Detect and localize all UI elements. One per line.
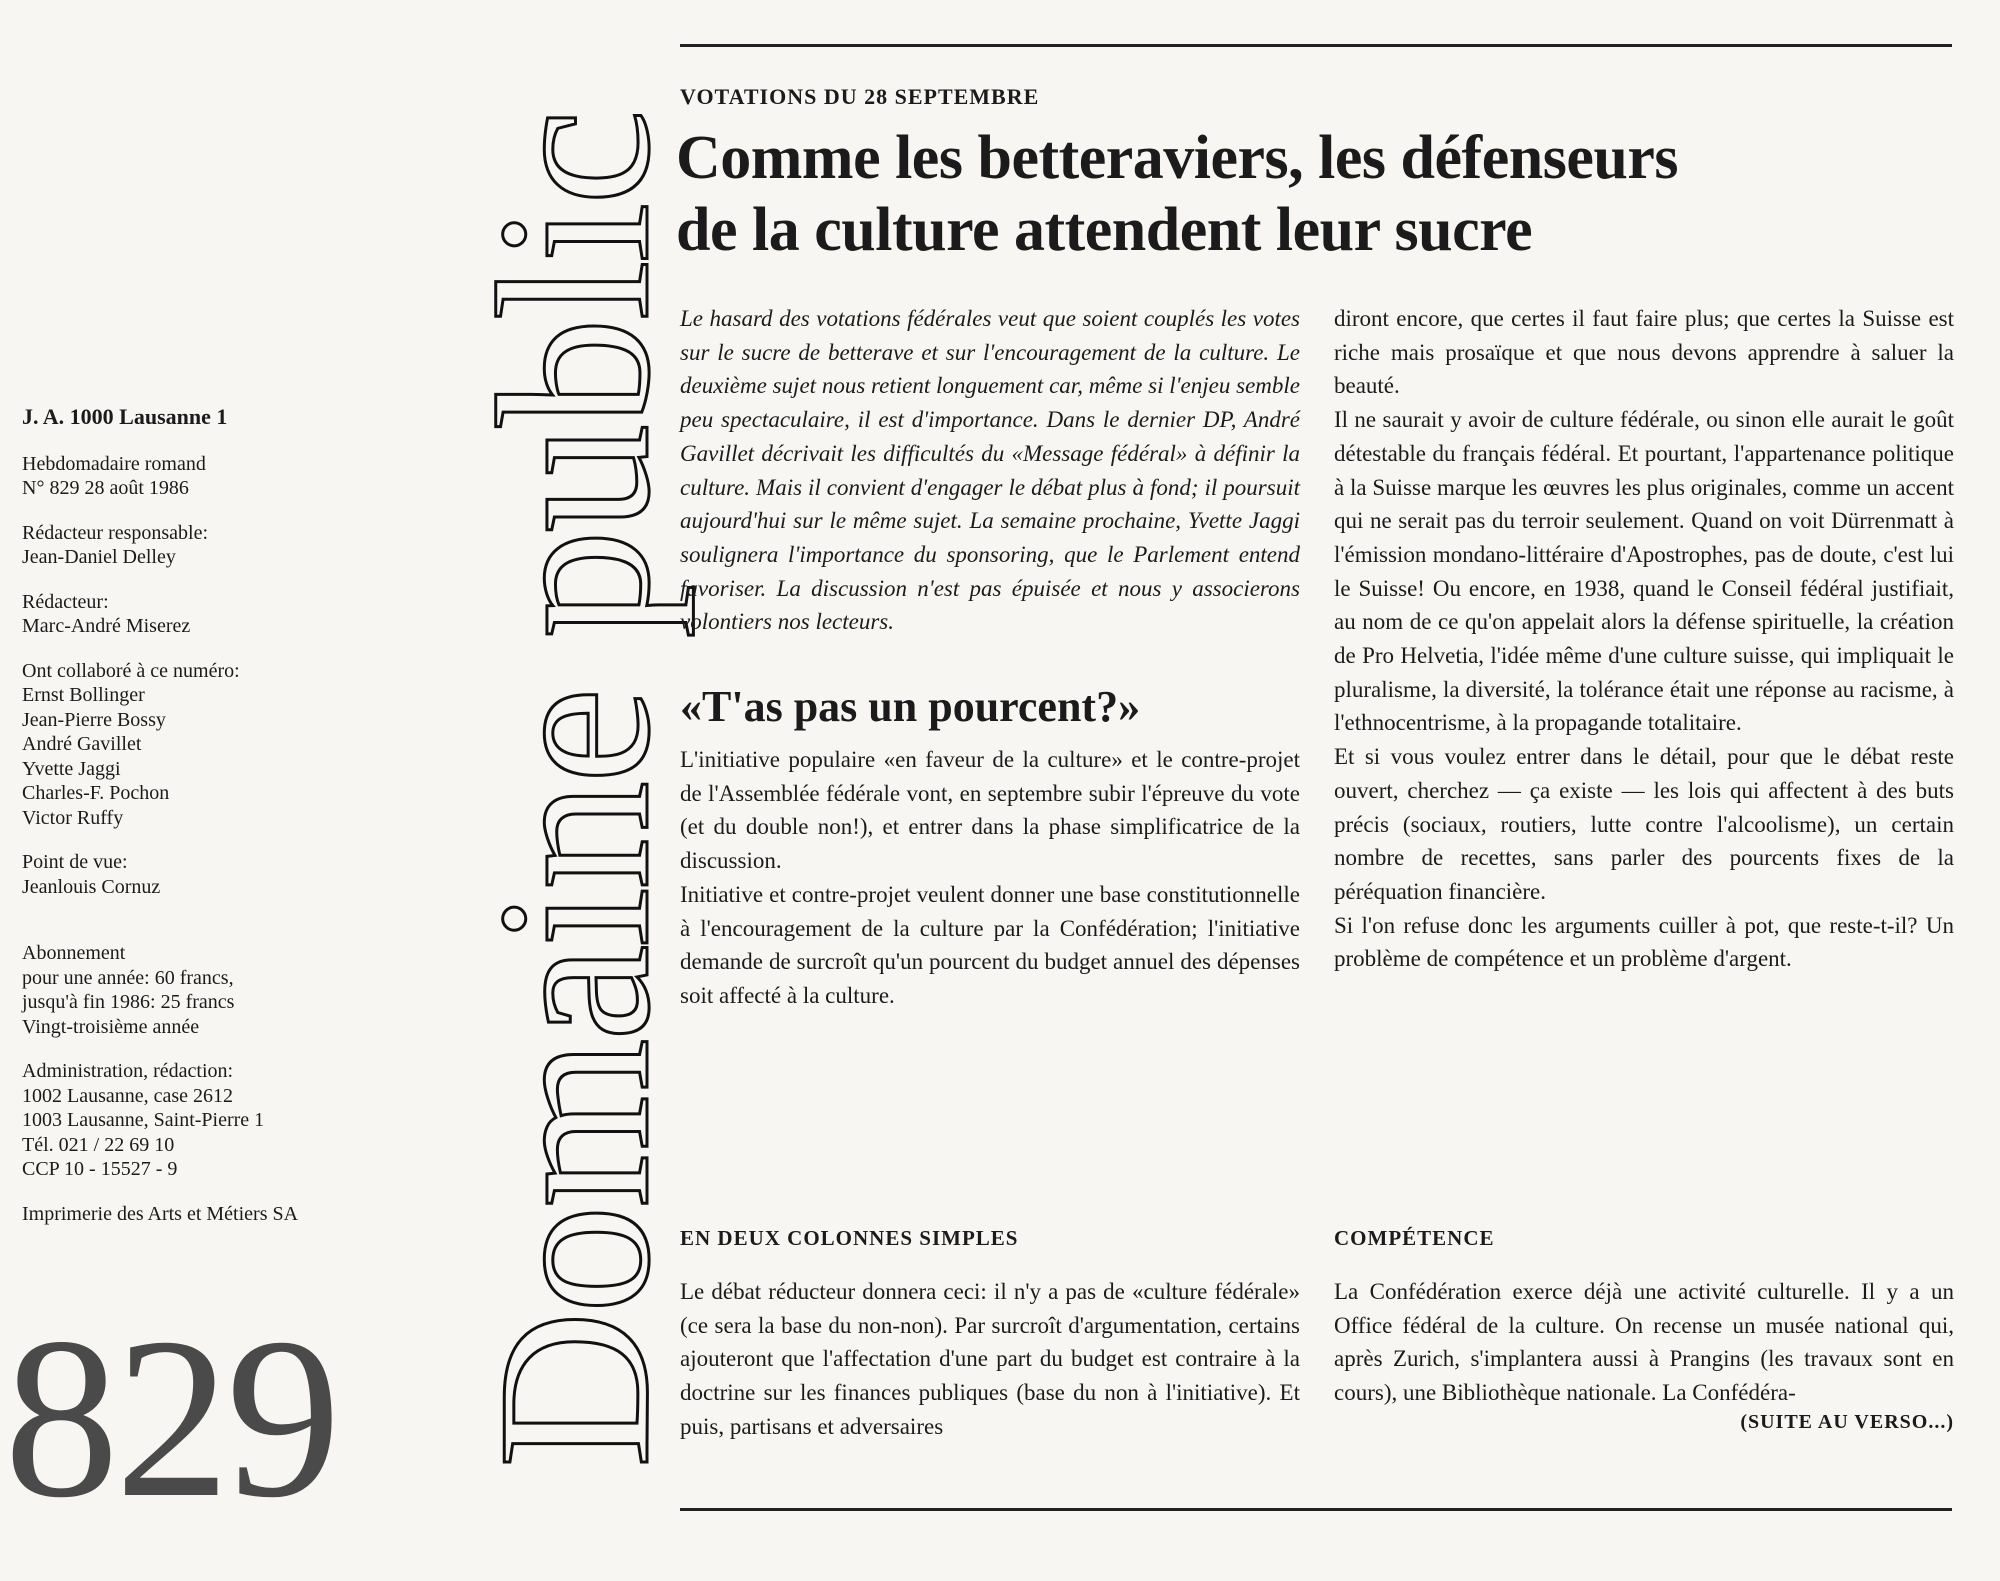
article-column-1 [680,302,1300,1439]
top-rule [680,44,1952,47]
viewpoint-label: Point de vue: [22,851,128,873]
publication-info [22,452,382,501]
subscription-line: jusqu'à fin 1986: 25 francs [22,991,235,1013]
subscription-info [22,941,382,1039]
article-paragraph: diront encore, que certes il faut faire plus; que certes la Suisse est riche mais prosaïque et que nous devons apprendre à saluer la beauté. [1334,306,1954,399]
contributors-label: Ont collaboré à ce numéro: [22,659,240,682]
section-title-deux-colonnes: EN DEUX COLONNES SIMPLES [680,1226,1019,1250]
article-column-2 [1334,302,1954,1433]
contributor: Yvette Jaggi [22,757,121,780]
printer-name: Imprimerie des Arts et Métiers SA [22,1202,299,1225]
article-headline [676,122,1956,266]
admin-line: 1003 Lausanne, Saint-Pierre 1 [22,1109,265,1131]
headline-line-2: de la culture attendent leur sucre [676,196,1533,264]
administration-info [22,1059,382,1182]
redactor-info [22,590,382,639]
article-paragraph: L'initiative populaire «en faveur de la culture» et le contre-projet de l'Assemblée fédérale vont, en septembre subir l'épreuve du vote (et du double non!), et entrer dans la phase simplificatrice de la discussion. [680,747,1300,874]
article-paragraph: Et si vous voulez entrer dans le détail, pour que le débat reste ouvert, cherchez — ça existe — les lois qui affectent à des buts précis (sociaux, routiers, lutte contre l'alcoolisme), un certain nombre de recettes, sans parler des pourcents fixes de la péréquation financière. [1334,744,1954,904]
publication-type: Hebdomadaire romand [22,452,206,475]
article-kicker: VOTATIONS DU 28 SEPTEMBRE [680,84,1040,109]
admin-line: Tél. 021 / 22 69 10 [22,1133,175,1156]
contributor: Victor Ruffy [22,806,124,829]
contributors-info [22,659,382,831]
viewpoint-info [22,850,382,899]
contributor: Charles-F. Pochon [22,782,170,804]
editor-name: Jean-Daniel Delley [22,546,176,568]
admin-line: 1002 Lausanne, case 2612 [22,1084,234,1107]
issue-date: N° 829 28 août 1986 [22,477,189,499]
viewpoint-name: Jeanlouis Cornuz [22,875,161,898]
admin-line: Administration, rédaction: [22,1060,234,1082]
printer-info [22,1202,382,1227]
subscription-line: Vingt-troisième année [22,1015,200,1038]
article-paragraph: Si l'on refuse donc les arguments cuiller à pot, que reste-t-il? Un problème de compétence et un problème d'argent. [1334,912,1954,972]
subscription-line: Abonnement [22,942,126,964]
continued-link[interactable]: (SUITE AU VERSO...) [1740,1410,1954,1433]
article-paragraph: Il ne saurait y avoir de culture fédérale, ou sinon elle aurait le goût détestable du français fédéral. Et pourtant, l'appartenance politique à la Suisse marque les œuvres les plus originales, comme un accent qui ne serait pas du terroir seulement. Quand on voit Dürrenmatt à l'émission mondano-littéraire d'Apostrophes, pas de doute, c'est lui le Suisse! Ou encore, en 1938, quand le Conseil fédéral justifiait, au nom de ce qu'on appelait alors la défense spirituelle, la création de Pro Helvetia, l'idée même d'une culture suisse, qui impliquait le pluralisme, la diversité, la tolérance était une réponse au racisme, à l'ethnocentrisme, à la propagande totalitaire. [1334,407,1954,736]
issue-number: 829 [4,1290,337,1545]
redactor-name: Marc-André Miserez [22,615,191,637]
masthead-info [22,405,382,1246]
masthead-logo [454,40,695,1540]
redactor-label: Rédacteur: [22,590,109,613]
article-paragraph: Le débat réducteur donnera ceci: il n'y a pas de «culture fédérale» (ce sera la base du non-non). Par surcroît d'argumentation, certains ajouteront que l'affectation d'une part du budget est contraire à la doctrine sur les finances publiques (base du non à l'initiative). Et puis, partisans et adversaires [680,1279,1300,1439]
contributor: André Gavillet [22,733,142,755]
logo-text: Domaine public [454,111,695,1469]
editor-label: Rédacteur responsable: [22,521,209,544]
postal-line: J. A. 1000 Lausanne 1 [22,404,228,429]
admin-line: CCP 10 - 15527 - 9 [22,1158,178,1180]
article-intro: Le hasard des votations fédérales veut que soient couplés les votes sur le sucre de betterave et sur l'encouragement de la culture. Le deuxième sujet nous retient longuement car, même si l'enjeu semble peu spectaculaire, il est d'importance. Dans le dernier DP, André Gavillet décrivait les difficultés du «Message fédéral» à définir la culture. Mais il convient d'engager le débat plus à fond; il poursuit aujourd'hui sur le même sujet. La semaine prochaine, Yvette Jaggi soulignera l'importance du sponsoring, que le Parlement entend favoriser. La discussion n'est pas épuisée et nous y associerons volontiers nos lecteurs. [680,306,1300,635]
editor-info [22,521,382,570]
article-paragraph: Initiative et contre-projet veulent donner une base constitutionnelle à l'encouragement de la culture par la Confédération; l'initiative demande de surcroît qu'un pourcent du budget annuel des dépenses soit affecté à la culture. [680,881,1300,1008]
headline-line-1: Comme les betteraviers, les défenseurs [676,124,1678,192]
article-paragraph: La Confédération exerce déjà une activité culturelle. Il y a un Office fédéral de la culture. On recense un musée national qui, après Zurich, s'implantera aussi à Prangins (les travaux sont en cours), une Bibliothèque nationale. La Confédéra- [1334,1279,1954,1406]
contributor: Jean-Pierre Bossy [22,708,166,731]
article-subhead: «T'as pas un pourcent?» [680,682,1141,732]
subscription-line: pour une année: 60 francs, [22,966,234,989]
competence-block [1334,1275,1954,1440]
contributor: Ernst Bollinger [22,684,145,706]
bottom-rule [680,1508,1952,1511]
section-title-competence: COMPÉTENCE [1334,1226,1495,1250]
